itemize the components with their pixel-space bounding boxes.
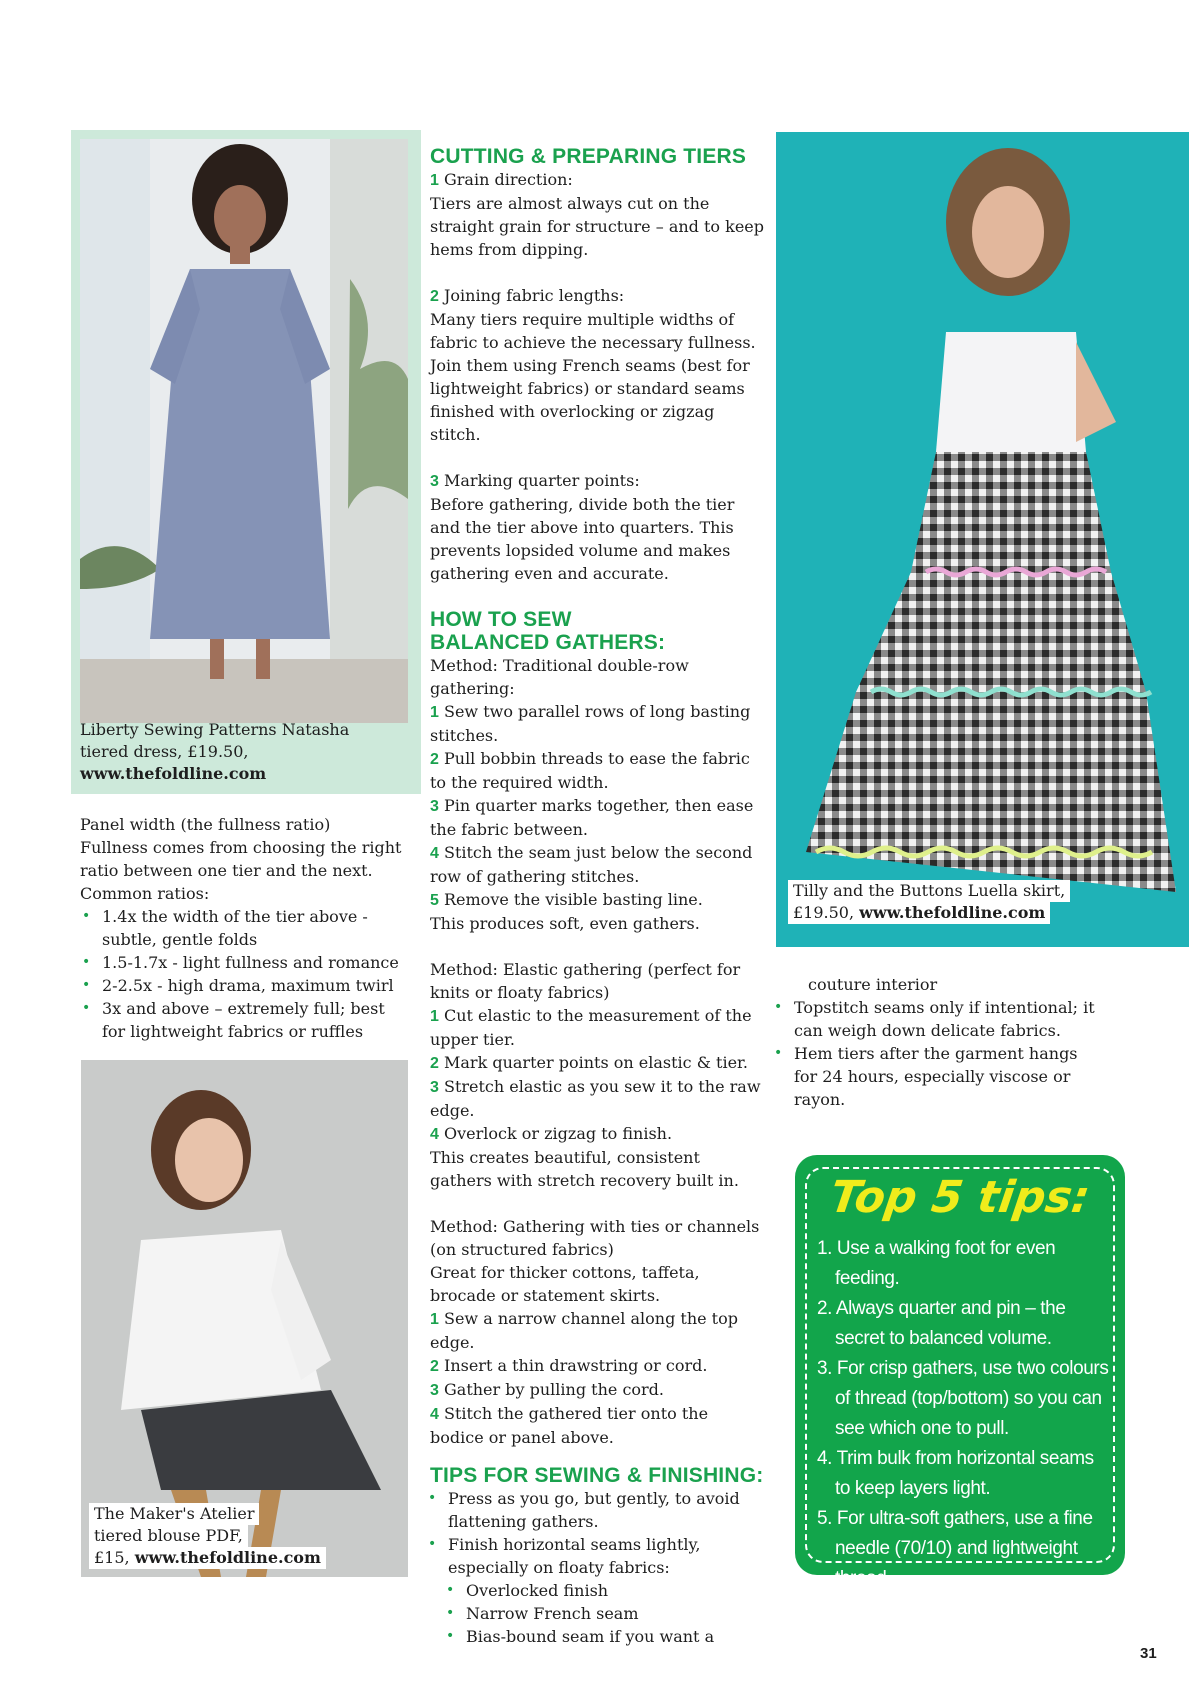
method-step	[430, 1307, 765, 1354]
step-title: Grain direction:	[438, 170, 573, 189]
step-number: 2	[430, 288, 439, 305]
right-column-text	[772, 973, 1102, 1111]
skirt-caption-line1: Tilly and the Buttons Luella skirt,	[788, 880, 1070, 902]
method-title: Method: Gathering with ties or channels (on structured fabrics)	[430, 1217, 760, 1259]
panel-width-section	[80, 813, 410, 1043]
step-text: Pull bobbin threads to ease the fabric to the required width.	[430, 749, 750, 792]
dress-caption-link[interactable]: www.thefoldline.com	[80, 764, 267, 783]
dress-illustration	[80, 139, 408, 723]
step-text: Stitch the gathered tier onto the bodice or panel above.	[430, 1404, 709, 1447]
panel-width-text3: Common ratios:	[80, 884, 210, 903]
continued-text: couture interior	[808, 975, 938, 994]
step-number: 2	[430, 1358, 439, 1375]
step-number: 3	[430, 798, 439, 815]
skirt-caption-link[interactable]: www.thefoldline.com	[859, 903, 1046, 922]
middle-column	[430, 145, 765, 1648]
top-tips-list	[817, 1234, 1113, 1594]
skirt-caption-price: £19.50,	[793, 903, 860, 922]
panel-width-title: Panel width (the fullness ratio)	[80, 815, 331, 834]
method-title: Method: Traditional double-row gathering:	[430, 656, 689, 698]
step-text: Overlock or zigzag to finish.	[438, 1124, 673, 1143]
blouse-caption-link[interactable]: www.thefoldline.com	[134, 1548, 321, 1567]
page-number: 31	[1140, 1645, 1157, 1662]
seam-finish-item: • Overlocked finish	[426, 1579, 765, 1602]
more-tips-item: • Hem tiers after the garment hangs for 24 hours, especially viscose or rayon.	[772, 1042, 1102, 1111]
blouse-caption-line1: The Maker's Atelier	[89, 1503, 259, 1525]
step-text: Stitch the seam just below the second row of gathering stitches.	[430, 843, 753, 886]
dress-caption-line1: Liberty Sewing Patterns Natasha	[80, 720, 350, 739]
method-step	[430, 1051, 765, 1075]
step-text: Stretch elastic as you sew it to the raw edge.	[430, 1077, 761, 1120]
top-tip-item: 2. Always quarter and pin – the secret to balanced volume.	[817, 1298, 1066, 1349]
top-tip-item: 1. Use a walking foot for even feeding.	[817, 1238, 1056, 1289]
skirt-illustration	[776, 132, 1189, 947]
blouse-caption-line2: tiered blouse PDF,	[89, 1525, 248, 1547]
ratio-item: • 1.4x the width of the tier above - subtle, gentle folds	[80, 905, 410, 951]
step-number: 2	[430, 751, 439, 768]
step-title: Marking quarter points:	[438, 471, 640, 490]
cutting-item-title	[430, 168, 765, 192]
tips-sewing-item: • Finish horizontal seams lightly, especially on floaty fabrics:	[426, 1533, 765, 1579]
blouse-caption-line3	[89, 1547, 326, 1569]
tips-sewing-list	[426, 1487, 765, 1579]
tips-sewing-item: • Press as you go, but gently, to avoid flattening gathers.	[426, 1487, 765, 1533]
panel-width-text2: ratio between one tier and the next.	[80, 861, 373, 880]
blouse-photo	[81, 1060, 408, 1577]
ratio-item: • 1.5-1.7x - light fullness and romance	[80, 951, 410, 974]
skirt-caption-line2	[788, 902, 1050, 924]
method-title: Method: Elastic gathering (perfect for knits or floaty fabrics)	[430, 960, 741, 1002]
cutting-heading: CUTTING & PREPARING TIERS	[430, 145, 747, 168]
top-tip-item: 4. Trim bulk from horizontal seams to keep layers light.	[817, 1448, 1094, 1499]
method-step	[430, 1075, 765, 1122]
method-step	[430, 888, 765, 912]
top-tip-item: 3. For crisp gathers, use two colours of thread (top/bottom) so you can see which one to pull.	[817, 1358, 1109, 1439]
dress-photo-panel	[71, 130, 421, 794]
step-title: Joining fabric lengths:	[438, 286, 625, 305]
step-number: 1	[430, 1311, 439, 1328]
step-text: Insert a thin drawstring or cord.	[438, 1356, 708, 1375]
top-tip-item: 5. For ultra-soft gathers, use a fine needle (70/10) and lightweight thread.	[817, 1508, 1093, 1589]
step-number: 3	[430, 1382, 439, 1399]
step-number: 4	[430, 1406, 439, 1423]
blouse-illustration	[81, 1060, 408, 1577]
step-text: Pin quarter marks together, then ease the fabric between.	[430, 796, 754, 839]
step-number: 4	[430, 845, 439, 862]
step-text: Cut elastic to the measurement of the upper tier.	[430, 1006, 752, 1049]
cutting-item-title	[430, 284, 765, 308]
method-step	[430, 1402, 765, 1449]
step-number: 1	[430, 1008, 439, 1025]
method-step	[430, 1004, 765, 1051]
top-tips-title: Top 5 tips:	[827, 1172, 1094, 1223]
method-step	[430, 747, 765, 794]
tips-sewing-heading: TIPS FOR SEWING & FINISHING:	[430, 1464, 764, 1487]
cutting-item-body: Before gathering, divide both the tier and the tier above into quarters. This prevents lopsided volume and makes gathering even and accurate.	[430, 495, 735, 583]
step-text: Sew two parallel rows of long basting stitches.	[430, 702, 751, 745]
step-text: Remove the visible basting line.	[438, 890, 703, 909]
step-number: 2	[430, 1055, 439, 1072]
cutting-item-title	[430, 469, 765, 493]
gathers-heading-line1: HOW TO SEW	[430, 608, 572, 631]
panel-width-text1: Fullness comes from choosing the right	[80, 838, 402, 857]
ratio-item: • 2-2.5x - high drama, maximum twirl	[80, 974, 410, 997]
blouse-caption-price: £15,	[94, 1548, 135, 1567]
method-result: This creates beautiful, consistent gathers with stretch recovery built in.	[430, 1148, 739, 1190]
method-step	[430, 1354, 765, 1378]
top-tips-box	[795, 1155, 1125, 1589]
method-result: This produces soft, even gathers.	[430, 914, 700, 933]
ratio-item: • 3x and above – extremely full; best for lightweight fabrics or ruffles	[80, 997, 410, 1043]
step-number: 4	[430, 1126, 439, 1143]
skirt-photo	[776, 132, 1189, 947]
step-text: Sew a narrow channel along the top edge.	[430, 1309, 738, 1352]
method-step	[430, 794, 765, 841]
dress-photo	[80, 139, 408, 723]
dress-caption-line2: tiered dress, £19.50,	[80, 742, 249, 761]
more-tips-item: • Topstitch seams only if intentional; it can weigh down delicate fabrics.	[772, 996, 1102, 1042]
step-number: 3	[430, 473, 439, 490]
step-number: 3	[430, 1079, 439, 1096]
method-intro: Great for thicker cottons, taffeta, brocade or statement skirts.	[430, 1263, 700, 1305]
seam-finish-item: • Bias-bound seam if you want a	[426, 1625, 765, 1648]
method-step	[430, 1378, 765, 1402]
method-step	[430, 1122, 765, 1146]
cutting-item-body: Tiers are almost always cut on the straight grain for structure – and to keep hems from dipping.	[430, 194, 765, 259]
step-text: Gather by pulling the cord.	[438, 1380, 665, 1399]
method-step	[430, 700, 765, 747]
step-number: 1	[430, 172, 439, 189]
method-step	[430, 841, 765, 888]
step-number: 5	[430, 892, 439, 909]
gathers-heading-line2: BALANCED GATHERS:	[430, 631, 666, 654]
cutting-item-body: Many tiers require multiple widths of fabric to achieve the necessary fullness. Join them using French seams (best for lightweight fabrics) or standard seams finished with overlocking or zigzag stitch.	[430, 310, 756, 444]
ratio-list	[80, 905, 410, 1043]
seam-finish-list	[426, 1579, 765, 1648]
step-text: Mark quarter points on elastic & tier.	[438, 1053, 749, 1072]
more-tips-list	[772, 996, 1102, 1111]
step-number: 1	[430, 704, 439, 721]
seam-finish-item: • Narrow French seam	[426, 1602, 765, 1625]
